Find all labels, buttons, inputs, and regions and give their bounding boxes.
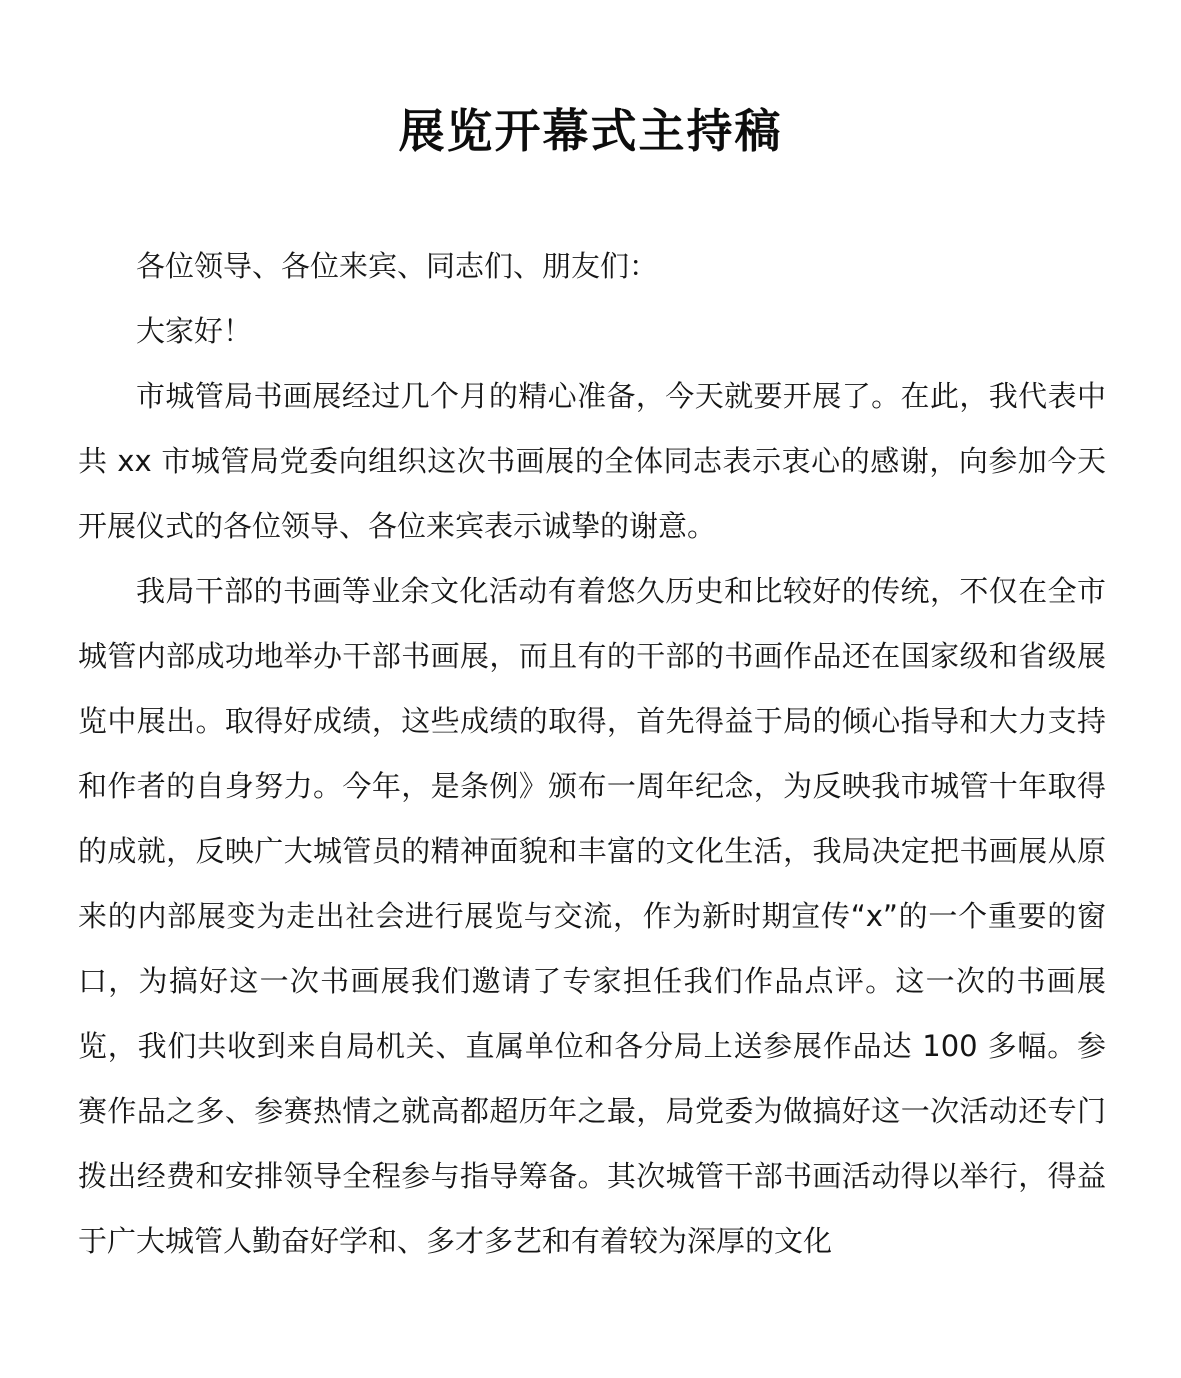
opening-paragraph: 市城管局书画展经过几个月的精心准备，今天就要开展了。在此，我代表中共 xx 市城管局党委向组织这次书画展的全体同志表示衷心的感谢，向参加今天开展仪式的各位领导、各位来宾表示诚挚的谢意。 — [78, 379, 1106, 543]
document-body — [78, 234, 1106, 1274]
salutation-paragraph: 各位领导、各位来宾、同志们、朋友们： — [136, 249, 659, 283]
document-title: 展览开幕式主持稿 — [398, 103, 783, 158]
greeting-paragraph: 大家好！ — [136, 314, 253, 348]
main-paragraph: 我局干部的书画等业余文化活动有着悠久历史和比较好的传统，不仅在全市城管内部成功地举办干部书画展，而且有的干部的书画作品还在国家级和省级展览中展出。取得好成绩，这些成绩的取得，首先得益于局的倾心指导和大力支持和作者的自身努力。今年，是条例》颁布一周年纪念，为反映我市城管十年取得的成就，反映广大城管员的精神面貌和丰富的文化生活，我局决定把书画展从原来的内部展变为走出社会进行展览与交流，作为新时期宣传“x”的一个重要的窗口，为搞好这一次书画展我们邀请了专家担任我们作品点评。这一次的书画展览，我们共收到来自局机关、直属单位和各分局上送参展作品达 100 多幅。参赛作品之多、参赛热情之就高都超历年之最，局党委为做搞好这一次活动还专门拨出经费和安排领导全程参与指导筹备。其次城管干部书画活动得以举行，得益于广大城管人勤奋好学和、多才多艺和有着较为深厚的文化 — [78, 574, 1106, 1258]
